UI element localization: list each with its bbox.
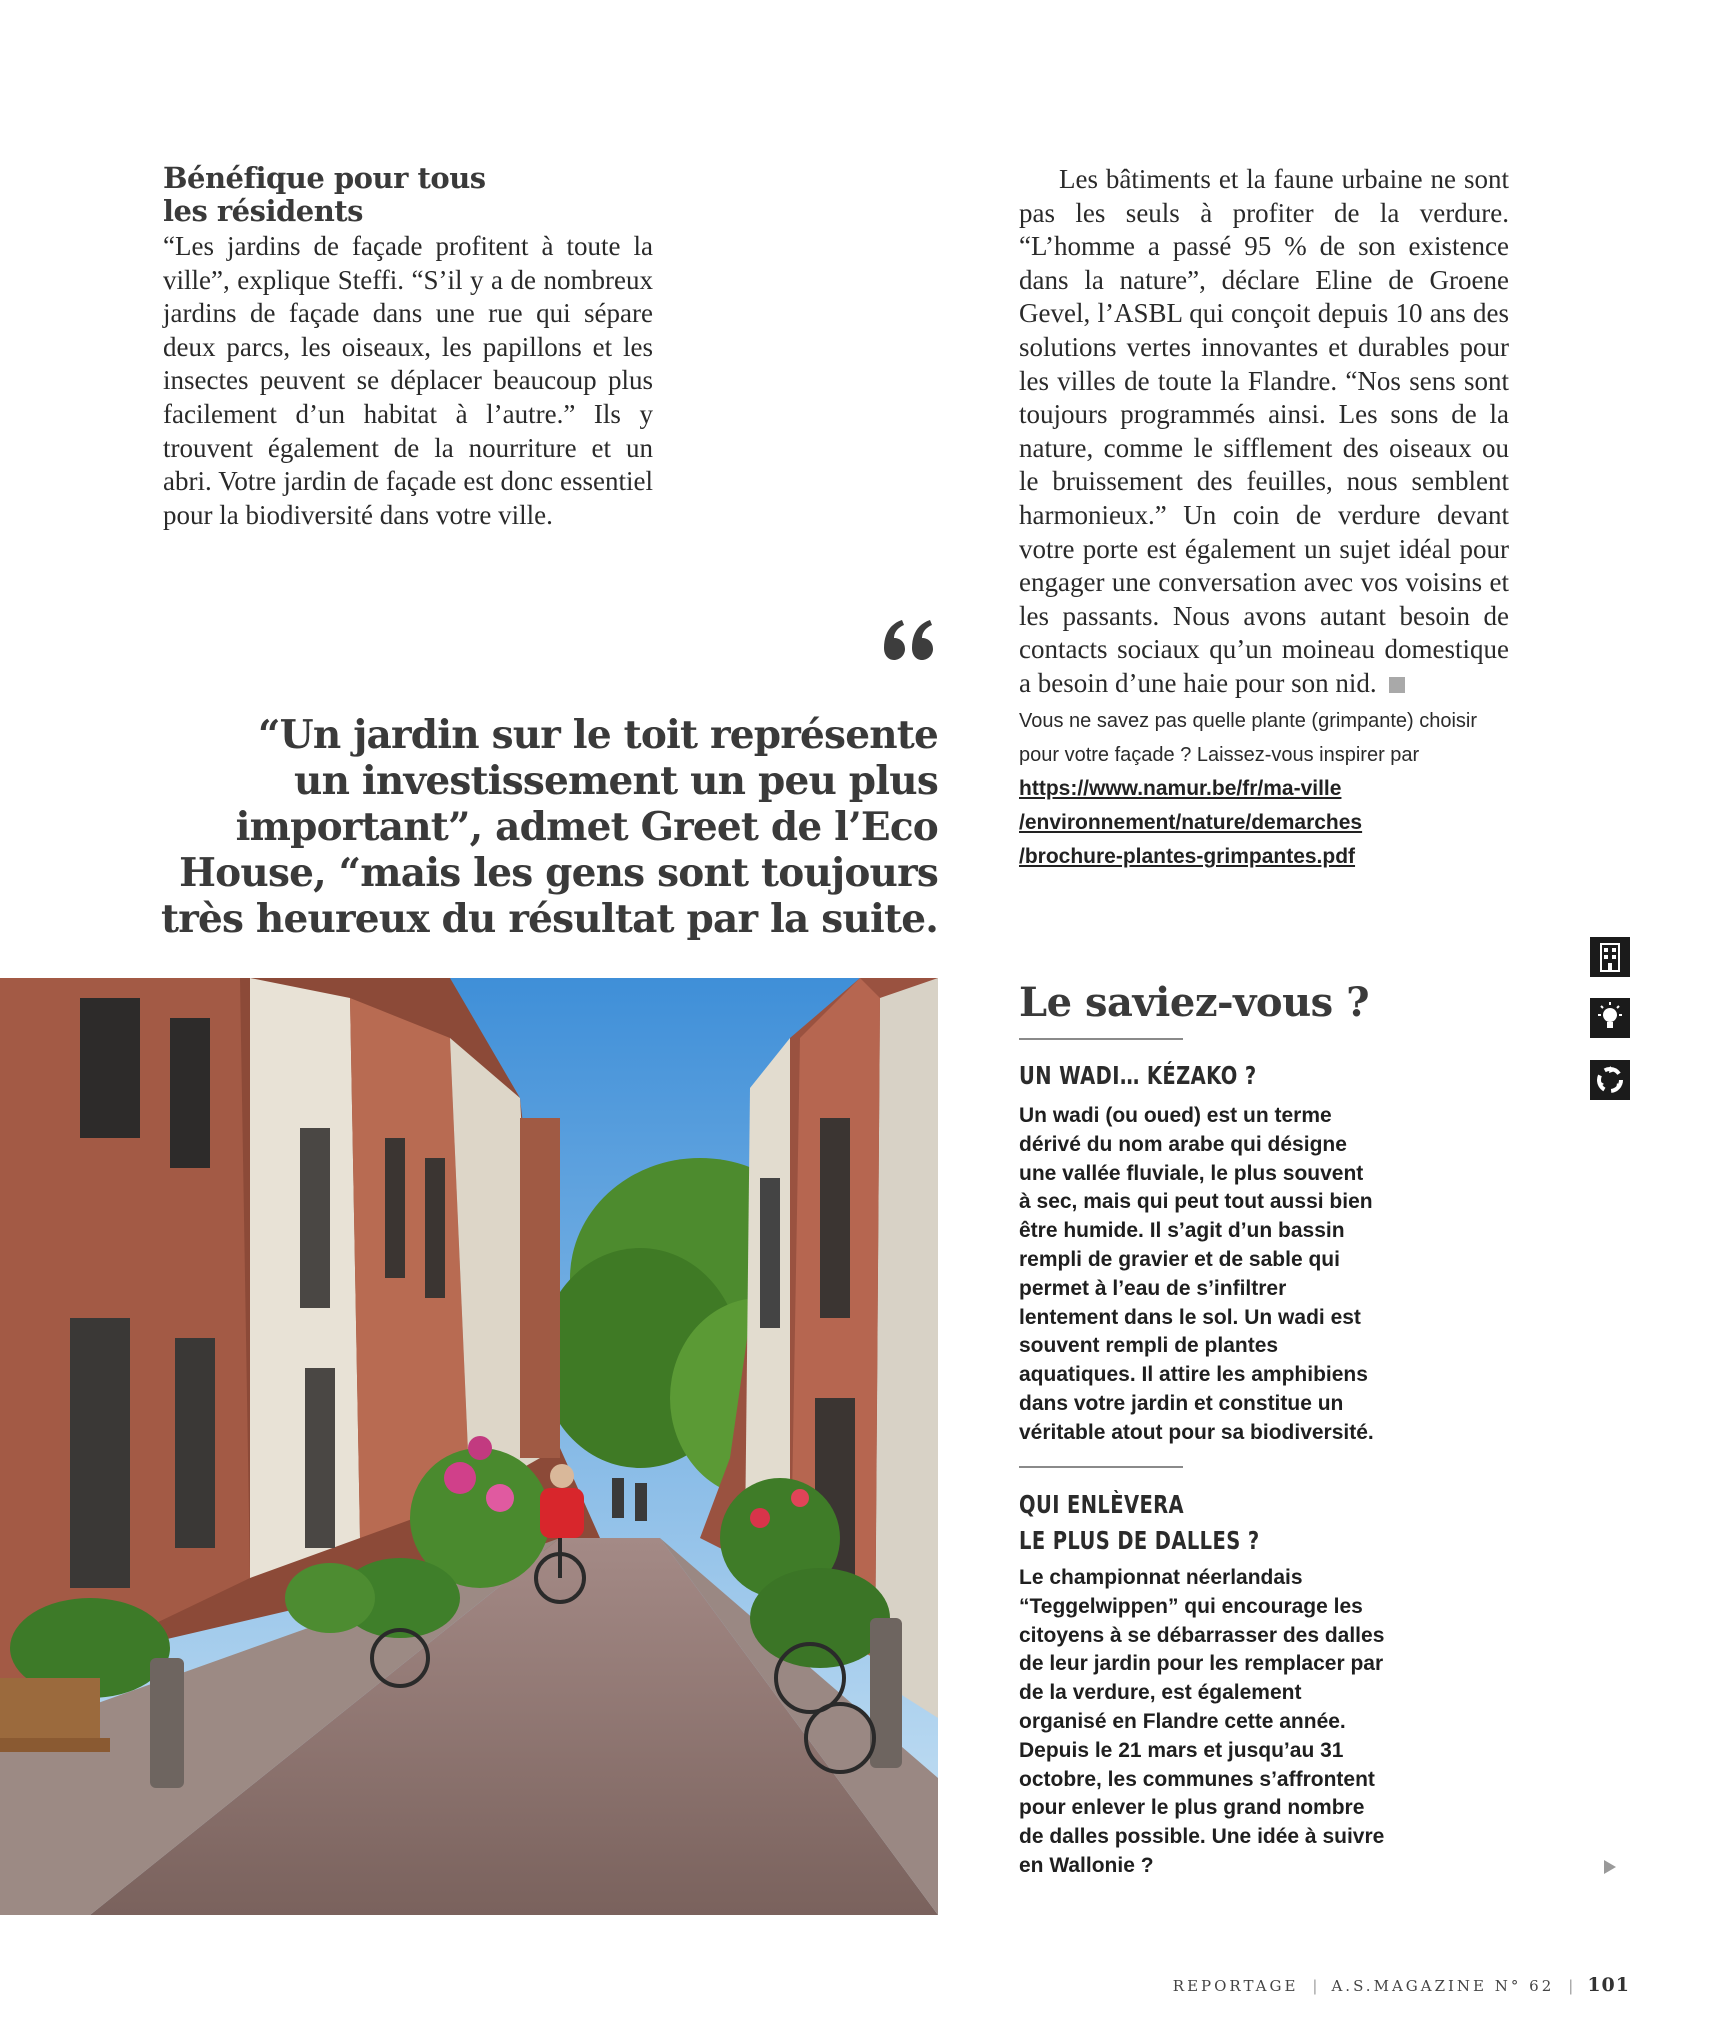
left-body-text: “Les jardins de façade profitent à toute la ville”, explique Steffi. “S’il y a de nombreux jardins de façade dans une rue qui sépare deux parcs, les oiseaux, les papillons et les insectes peuvent se déplacer beaucoup plus facilement d’un habitat à l’autre.” Ils y trouvent également de la nourriture et un abri. Votre jardin de façade est donc essentiel pour la biodiversité dans votre ville. [163, 231, 653, 530]
heading-line: Bénéfique pour tous [163, 161, 486, 195]
sidebar-title: Le saviez-vous ? [1019, 979, 1370, 1026]
quote-line: très heureux du résultat par la suite. [160, 896, 938, 942]
heading-line: les résidents [163, 194, 363, 228]
right-body-content: Les bâtiments et la faune urbaine ne sont pas les seuls à profiter de la verdure. “L’homme a passé 95 % de son existence dans la nature”, déclare Eline de Groene Gevel, l’ASBL qui conçoit depuis 10 ans des solutions vertes innovantes et durables pour les villes de toute la Flandre. “Nos sens sont toujours programmés ainsi. Les sons de la nature, comme le sifflement des oiseaux ou le bruissement des feuilles, nous semblent harmonieux.” Un coin de verdure devant votre porte est également un sujet idéal pour engager une conversation avec vos voisins et les passants. Nous avons autant besoin de contacts sociaux qu’un moineau domestique a besoin d’une haie pour son nid. [1019, 164, 1509, 698]
page-number: 101 [1587, 1974, 1630, 1996]
quote-line: “Un jardin sur le toit représente [258, 712, 938, 758]
sidebar-item1-title: UN WADI… KÉZAKO ? [1019, 1061, 1257, 1090]
street-photo [0, 978, 938, 1915]
end-mark-icon [1389, 677, 1405, 693]
next-arrow-icon[interactable] [1602, 1858, 1618, 1876]
right-body-text [1019, 163, 1509, 701]
footer-section: REPORTAGE [1172, 1977, 1299, 1995]
sidebar-divider [1019, 1466, 1183, 1468]
quote-mark-icon [880, 608, 940, 668]
source-link-line[interactable]: /environnement/nature/demarches [1019, 811, 1363, 834]
footer-magazine: A.S.MAGAZINE N° 62 [1331, 1977, 1555, 1995]
sidebar-divider [1019, 1038, 1183, 1040]
footer-separator: | [1568, 1977, 1574, 1995]
sidebar-item2-title-line: LE PLUS DE DALLES ? [1019, 1526, 1260, 1555]
recycle-icon [1590, 1060, 1630, 1100]
sidebar-item2-title [1019, 1487, 1347, 1559]
source-note-text: Vous ne savez pas quelle plante (grimpante) choisir pour votre façade ? Laissez-vous inspirer par [1019, 710, 1478, 766]
sidebar-item2-title-line: QUI ENLÈVERA [1019, 1490, 1185, 1519]
sidebar-item2-body: Le championnat néerlandais “Teggelwippen” qui encourage les citoyens à se débarrasser des dalles de leur jardin pour les remplacer par de la verdure, est également organisé en Flandre cette année. Depuis le 21 mars et jusqu’au 31 octobre, les communes s’affrontent pour enlever le plus grand nombre de dalles possible. Une idée à suivre en Wallonie ? [1019, 1566, 1385, 1877]
pull-quote [160, 712, 938, 942]
source-link-line[interactable]: /brochure-plantes-grimpantes.pdf [1019, 845, 1356, 868]
quote-line: un investissement un peu plus [294, 758, 938, 804]
source-note [1019, 704, 1519, 874]
lightbulb-icon [1590, 998, 1630, 1038]
footer-separator: | [1312, 1977, 1318, 1995]
section-heading [163, 162, 683, 228]
quote-line: important”, admet Greet de l’Eco [235, 804, 938, 850]
sidebar-item1-body: Un wadi (ou oued) est un terme dérivé du nom arabe qui désigne une vallée fluviale, le plus souvent à sec, mais qui peut tout aussi bien être humide. Il s’agit d’un bassin rempli de gravier et de sable qui permet à l’eau de s’infiltrer lentement dans le sol. Un wadi est souvent rempli de plantes aquatiques. Il attire les amphibiens dans votre jardin et constitue un véritable atout pour sa biodiversité. [1019, 1104, 1374, 1444]
street-illustration [0, 978, 938, 1915]
source-link-line[interactable]: https://www.namur.be/fr/ma-ville [1019, 777, 1342, 800]
quote-line: House, “mais les gens sont toujours [179, 850, 938, 896]
page-footer [1130, 1973, 1630, 1998]
building-icon [1590, 937, 1630, 977]
